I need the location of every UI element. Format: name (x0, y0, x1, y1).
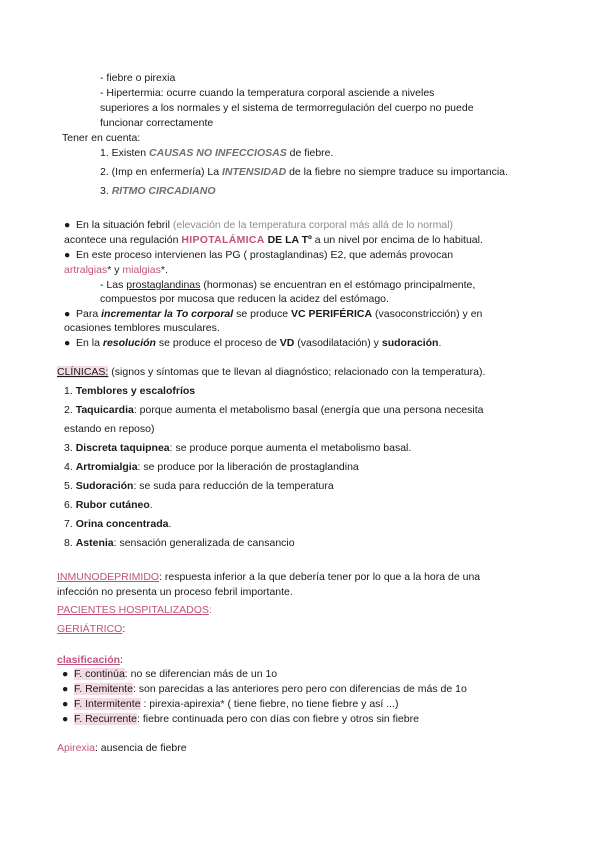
clinicas-label: CLÍNICAS: (57, 366, 109, 378)
inmuno-line-1: INMUNODEPRIMIDO: respuesta inferior a la que debería tener por lo que a la hora de una (57, 571, 481, 583)
prostaglandinas-sub-1: - Las prostaglandinas (hormonas) se encuentran en el estómago principalmente, (100, 279, 476, 291)
clinica-item-8: 8. Astenia: sensación generalizada de cansancio (64, 537, 295, 549)
causas-emphasis: CAUSAS NO INFECCIOSAS (149, 147, 287, 159)
inmuno-label: INMUNODEPRIMIDO (57, 571, 160, 583)
clasificacion-item-4: ● F. Recurrente: fiebre continuada pero con días con fiebre y otros sin fiebre (62, 713, 419, 725)
clinica-item-5: 5. Sudoración: se suda para reducción de la temperatura (64, 480, 334, 492)
bullet-icon: ● (62, 683, 69, 695)
febril-bullet-1-cont: acontece una regulación HIPOTALÁMICA DE LA Tº a un nivel por encima de lo habitual. (64, 234, 483, 246)
inmuno-line-2: infección no presenta un proceso febril importante. (57, 586, 293, 598)
intensidad-emphasis: INTENSIDAD (221, 166, 287, 178)
febril-bullet-4: ● En la resolución se produce el proceso de VD (vasodilatación) y sudoración. (64, 337, 442, 349)
clasificacion-item-2: ● F. Remitente: son parecidas a las anteriores pero pero con diferencias de más de 1o (62, 683, 467, 695)
febril-bullet-2-cont: artralgias* y mialgias*. (64, 264, 168, 276)
geriatrico-heading: GERIÁTRICO: (57, 623, 126, 635)
intro-line-4: funcionar correctamente (100, 117, 214, 129)
hipotalamica-emphasis: HIPOTALÁMICA (181, 234, 265, 246)
clinica-item-3: 3. Discreta taquipnea: se produce porque aumenta el metabolismo basal. (64, 442, 412, 454)
clinica-item-7: 7. Orina concentrada. (64, 518, 172, 530)
pacientes-heading: PACIENTES HOSPITALIZADOS: (57, 604, 212, 616)
clinica-item-6: 6. Rubor cutáneo. (64, 499, 153, 511)
bullet-icon: ● (64, 249, 71, 261)
clasificacion-item-1: ● F. continúa: no se diferencian más de un 1o (62, 668, 278, 680)
clasificacion-item-3: ● F. Intermitente : pirexia-apirexia* ( tiene fiebre, no tiene fiebre y así ...) (62, 698, 399, 710)
apirexia-line: Apirexia: ausencia de fiebre (57, 742, 187, 754)
febril-bullet-3-cont: ocasiones temblores musculares. (64, 322, 220, 334)
clasificacion-heading: clasificación: (57, 654, 123, 666)
tener-item-1: 1. Existen CAUSAS NO INFECCIOSAS de fiebre. (100, 147, 334, 159)
intro-line-3: superiores a los normales y el sistema de termorregulación del cuerpo no puede (100, 102, 474, 114)
intro-line-fiebre: - fiebre o pirexia (100, 72, 176, 84)
tener-item-3: 3. RITMO CIRCADIANO (100, 185, 216, 197)
febril-bullet-2: ● En este proceso intervienen las PG ( prostaglandinas) E2, que además provocan (64, 249, 454, 261)
bullet-icon: ● (64, 308, 71, 320)
intro-line-hipertermia: - Hipertermia: ocurre cuando la temperatura corporal asciende a niveles (100, 87, 435, 99)
febril-bullet-1: ● En la situación febril (elevación de la temperatura corporal más allá de lo normal) (64, 219, 454, 231)
bullet-icon: ● (62, 668, 69, 680)
febril-bullet-3: ● Para incrementar la To corporal se produce VC PERIFÉRICA (vasoconstricción) y en (64, 308, 483, 320)
bullet-icon: ● (64, 337, 71, 349)
clinica-item-4: 4. Artromialgia: se produce por la liberación de prostaglandina (64, 461, 359, 473)
bullet-icon: ● (64, 219, 71, 231)
bullet-icon: ● (62, 713, 69, 725)
ritmo-emphasis: RITMO CIRCADIANO (111, 185, 216, 197)
tener-item-2: 2. (Imp en enfermería) La INTENSIDAD de la fiebre no siempre traduce su importancia. (100, 166, 508, 178)
clinica-item-2: 2. Taquicardia: porque aumenta el metabolismo basal (energía que una persona necesita (64, 404, 484, 416)
clinica-item-2-cont: estando en reposo) (64, 423, 155, 435)
clinica-item-1: 1. Temblores y escalofríos (64, 385, 196, 397)
apirexia-label: Apirexia (57, 742, 95, 754)
clinicas-heading: CLÍNICAS: (signos y síntomas que te llevan al diagnóstico; relacionado con la temperatura). (57, 366, 486, 378)
bullet-icon: ● (62, 698, 69, 710)
prostaglandinas-sub-2: compuestos por mucosa que reducen la acidez del estómago. (100, 293, 389, 305)
tener-heading: Tener en cuenta: (62, 132, 141, 144)
